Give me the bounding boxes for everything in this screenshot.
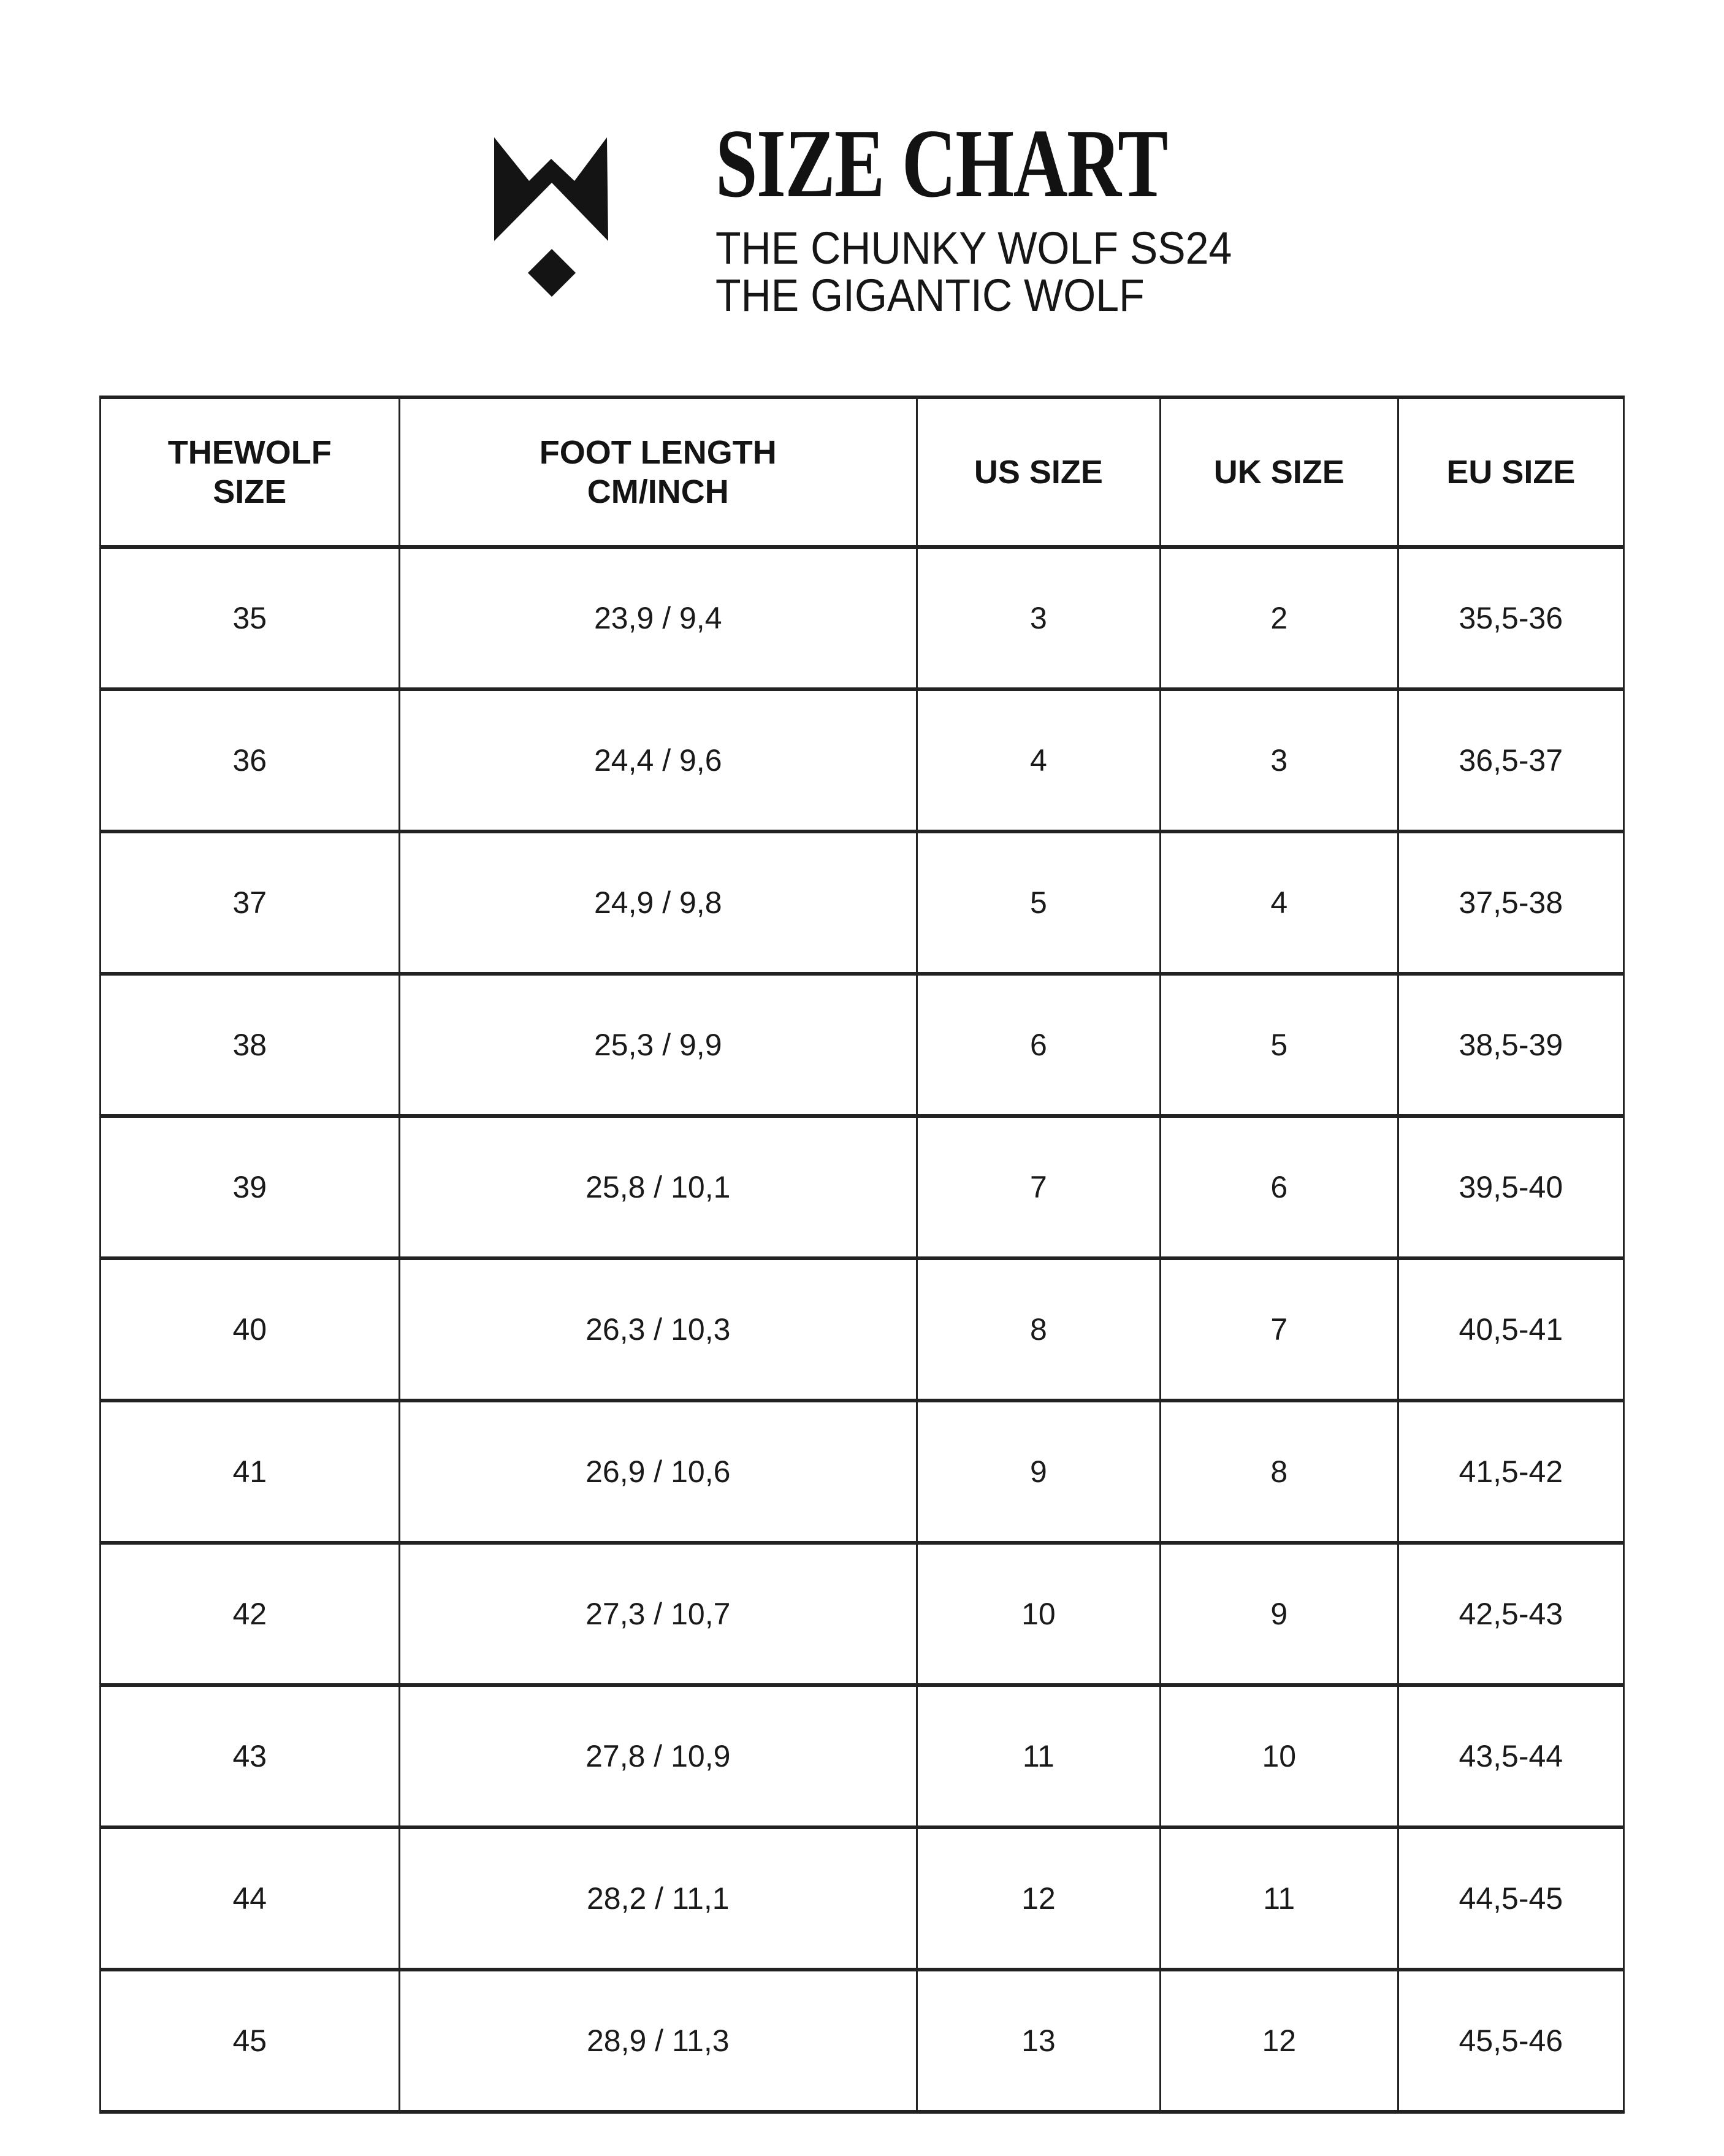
- table-row: [101, 547, 1624, 689]
- table-row: [101, 1401, 1624, 1543]
- subtitle-line-1: THE CHUNKY WOLF SS24: [715, 223, 1232, 273]
- cell-eu-size: 38,5-39: [1398, 974, 1623, 1116]
- wolf-logo: [494, 136, 609, 301]
- col-header-line: UK SIZE: [1213, 454, 1344, 491]
- cell-us-size: 3: [917, 547, 1160, 689]
- cell-wolf-size: 40: [101, 1258, 400, 1401]
- cell-eu-size: 39,5-40: [1398, 1116, 1623, 1258]
- subtitle-line-2: THE GIGANTIC WOLF: [715, 270, 1145, 321]
- wolf-mark-icon: [494, 136, 609, 298]
- cell-us-size: 5: [917, 831, 1160, 974]
- cell-foot-length: 23,9 / 9,4: [399, 547, 917, 689]
- table-row: [101, 1970, 1624, 2112]
- cell-foot-length: 26,9 / 10,6: [399, 1401, 917, 1543]
- cell-us-size: 4: [917, 689, 1160, 831]
- cell-uk-size: 3: [1160, 689, 1398, 831]
- col-header-eu-size: [1398, 397, 1623, 547]
- table-row: [101, 1258, 1624, 1401]
- table-header-row: [101, 397, 1624, 547]
- page-subtitle: [715, 224, 1232, 319]
- col-header-line: US SIZE: [974, 454, 1103, 491]
- table-row: [101, 831, 1624, 974]
- cell-us-size: 8: [917, 1258, 1160, 1401]
- cell-uk-size: 11: [1160, 1827, 1398, 1970]
- cell-eu-size: 45,5-46: [1398, 1970, 1623, 2112]
- cell-uk-size: 4: [1160, 831, 1398, 974]
- cell-uk-size: 7: [1160, 1258, 1398, 1401]
- cell-wolf-size: 42: [101, 1543, 400, 1685]
- cell-us-size: 6: [917, 974, 1160, 1116]
- cell-us-size: 7: [917, 1116, 1160, 1258]
- cell-eu-size: 37,5-38: [1398, 831, 1623, 974]
- cell-wolf-size: 41: [101, 1401, 400, 1543]
- cell-uk-size: 9: [1160, 1543, 1398, 1685]
- page-title: SIZE CHART: [715, 109, 1167, 218]
- cell-eu-size: 36,5-37: [1398, 689, 1623, 831]
- cell-wolf-size: 36: [101, 689, 400, 831]
- cell-uk-size: 10: [1160, 1685, 1398, 1827]
- cell-eu-size: 40,5-41: [1398, 1258, 1623, 1401]
- size-chart-table: [99, 396, 1625, 2114]
- col-header-thewolf-size: [101, 397, 400, 547]
- cell-eu-size: 43,5-44: [1398, 1685, 1623, 1827]
- cell-foot-length: 24,9 / 9,8: [399, 831, 917, 974]
- table-row: [101, 1116, 1624, 1258]
- table-row: [101, 974, 1624, 1116]
- cell-eu-size: 44,5-45: [1398, 1827, 1623, 1970]
- cell-wolf-size: 43: [101, 1685, 400, 1827]
- cell-us-size: 12: [917, 1827, 1160, 1970]
- cell-eu-size: 42,5-43: [1398, 1543, 1623, 1685]
- col-header-uk-size: [1160, 397, 1398, 547]
- cell-uk-size: 8: [1160, 1401, 1398, 1543]
- cell-wolf-size: 37: [101, 831, 400, 974]
- cell-uk-size: 6: [1160, 1116, 1398, 1258]
- cell-wolf-size: 44: [101, 1827, 400, 1970]
- cell-us-size: 9: [917, 1401, 1160, 1543]
- cell-us-size: 10: [917, 1543, 1160, 1685]
- col-header-line: CM/INCH: [587, 473, 729, 510]
- table-row: [101, 1685, 1624, 1827]
- col-header-line: FOOT LENGTH: [539, 434, 777, 471]
- cell-uk-size: 2: [1160, 547, 1398, 689]
- cell-foot-length: 27,3 / 10,7: [399, 1543, 917, 1685]
- cell-wolf-size: 35: [101, 547, 400, 689]
- cell-foot-length: 27,8 / 10,9: [399, 1685, 917, 1827]
- col-header-line: SIZE: [213, 473, 287, 510]
- cell-wolf-size: 38: [101, 974, 400, 1116]
- cell-eu-size: 41,5-42: [1398, 1401, 1623, 1543]
- cell-foot-length: 24,4 / 9,6: [399, 689, 917, 831]
- cell-foot-length: 28,2 / 11,1: [399, 1827, 917, 1970]
- cell-foot-length: 25,8 / 10,1: [399, 1116, 917, 1258]
- col-header-line: THEWOLF: [167, 434, 332, 471]
- col-header-line: EU SIZE: [1446, 454, 1576, 491]
- col-header-us-size: [917, 397, 1160, 547]
- cell-eu-size: 35,5-36: [1398, 547, 1623, 689]
- cell-us-size: 11: [917, 1685, 1160, 1827]
- table-row: [101, 689, 1624, 831]
- cell-wolf-size: 45: [101, 1970, 400, 2112]
- table-row: [101, 1543, 1624, 1685]
- cell-wolf-size: 39: [101, 1116, 400, 1258]
- col-header-foot-length: [399, 397, 917, 547]
- cell-uk-size: 5: [1160, 974, 1398, 1116]
- cell-foot-length: 28,9 / 11,3: [399, 1970, 917, 2112]
- cell-foot-length: 26,3 / 10,3: [399, 1258, 917, 1401]
- table-row: [101, 1827, 1624, 1970]
- cell-foot-length: 25,3 / 9,9: [399, 974, 917, 1116]
- cell-us-size: 13: [917, 1970, 1160, 2112]
- cell-uk-size: 12: [1160, 1970, 1398, 2112]
